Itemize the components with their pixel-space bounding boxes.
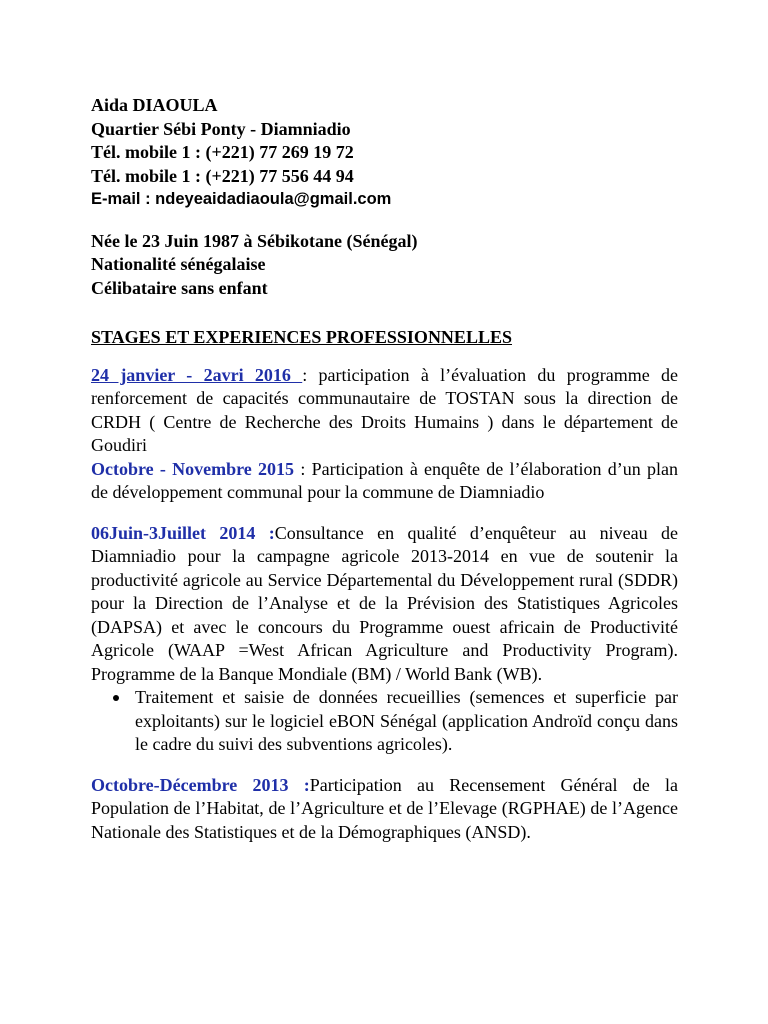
experience-text: participation à l’évaluation du programme de renforcement de capacités communautaire de TOSTAN sous la direction de CRDH ( Centre de Recherche des Droits Humains ) dans le département de Goudiri [91,364,678,455]
spacer [91,300,678,326]
experience-item [91,364,678,458]
experience-date: 24 janvier - 2avri 2016 [91,364,303,385]
experience-separator: : [302,364,308,385]
spacer [91,350,678,364]
contact-phone-1: Tél. mobile 1 : (+221) 77 269 19 72 [91,142,354,162]
experience-date: Octobre-Décembre 2013 : [91,774,310,795]
nationality-info: Nationalité sénégalaise [91,254,266,274]
experience-text: Participation à enquête de l’élaboration d’un plan de développement communal pour la commune de Diamniadio [91,458,678,502]
bullet-text: Traitement et saisie de données recueillies (semences et superficie par exploitants) sur le logiciel eBON Sénégal (application Androïd conçu dans le cadre du suivi des subventions agricoles). [135,687,678,754]
experience-item [91,522,678,687]
experience-separator: : [294,458,306,479]
experience-text: Consultance en qualité d’enquêteur au niveau de Diamniadio pour la campagne agricole 2013-2014 en vue de soutenir la productivité agricole au Service Départemental du Développement rural (SDDR) pour la Direction de l’Analyse et de la Prévision des Statistiques Agricoles (DAPSA) et avec le concours du Programme ouest africain de Productivité Agricole (WAAP =West African Agriculture and Productivity Program). Programme de la Banque Mondiale (BM) / World Bank (WB). [91,522,678,684]
contact-email: E-mail : ndeyeaidadiaoula@gmail.com [91,190,392,208]
spacer [91,212,678,230]
experience-item [91,774,678,845]
contact-block [91,94,678,212]
spacer [91,757,678,774]
bullet-item [91,686,678,757]
bullet-icon [113,695,119,701]
spacer [91,505,678,522]
contact-address: Quartier Sébi Ponty - Diamniadio [91,118,351,139]
birth-info: Née le 23 Juin 1987 à Sébikotane (Sénégal) [91,230,418,251]
experience-date: Octobre - Novembre 2015 [91,458,295,479]
section-title: STAGES ET EXPERIENCES PROFESSIONNELLES [91,327,512,347]
contact-phone-2: Tél. mobile 1 : (+221) 77 556 44 94 [91,165,354,186]
personal-block [91,230,678,301]
experience-bullets [91,686,678,757]
contact-name: Aida DIAOULA [91,95,218,115]
marital-status: Célibataire sans enfant [91,277,268,298]
experience-date: 06Juin-3Juillet 2014 : [91,522,275,543]
experience-item [91,458,678,505]
experience-text: Participation au Recensement Général de la Population de l’Habitat, de l’Agriculture et de l’Elevage (RGPHAE) de l’Agence Nationale des Statistiques et de la Démographiques (ANSD). [91,774,678,842]
document-page [91,94,678,844]
